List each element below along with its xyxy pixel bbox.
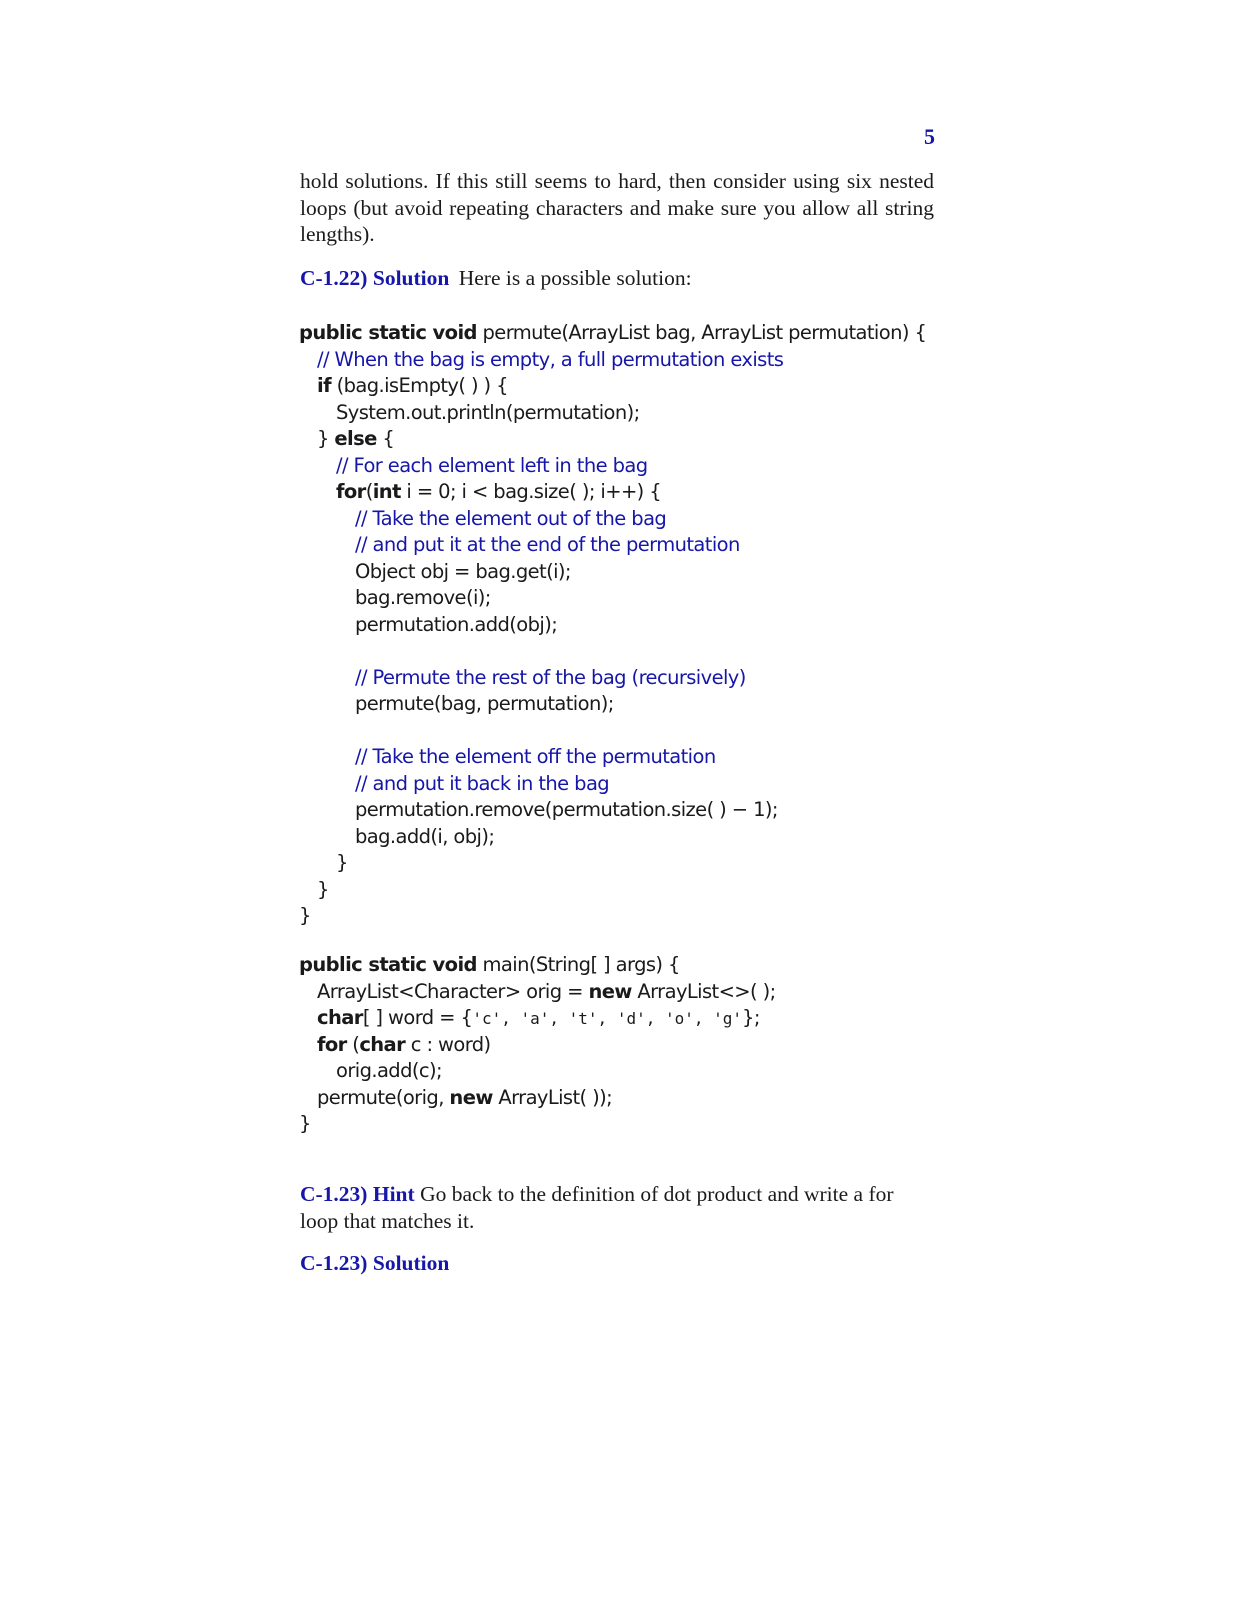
code-line: System.out.println(permutation); — [336, 400, 640, 424]
code-close-brace: } — [336, 851, 348, 874]
code-keyword: char — [317, 1006, 363, 1029]
code-text: }; — [742, 1006, 760, 1029]
code-text: permute(ArrayList bag, ArrayList permutation) { — [476, 321, 927, 344]
code-line — [299, 1005, 776, 1032]
c123-hint-label: C-1.23) — [300, 1182, 368, 1206]
code-line: orig.add(c); — [336, 1059, 442, 1082]
code-text: [ ] word = { — [362, 1006, 473, 1029]
intro-paragraph: hold solutions. If this still seems to hard, then consider using six nested loops (but avoid repeating characters and make sure you allow all string lengths). — [300, 169, 934, 246]
code-comment: // Take the element off the permutation — [355, 745, 716, 768]
code-line — [299, 373, 926, 400]
code-line: permute(bag, permutation); — [355, 692, 614, 715]
code-keyword: public static void — [299, 953, 477, 976]
code-keyword: else — [334, 427, 377, 450]
code-line: bag.add(i, obj); — [355, 824, 495, 848]
code-line — [299, 426, 926, 453]
code-block-main — [299, 952, 776, 1138]
code-keyword: if — [317, 374, 331, 397]
code-comment: // When the bag is empty, a full permutation exists — [317, 347, 784, 371]
code-line — [299, 952, 776, 979]
code-text: ( — [346, 1032, 360, 1056]
code-text: ArrayList<>( ); — [631, 979, 776, 1003]
c123-hint-paragraph — [300, 1181, 934, 1234]
code-line: Object obj = bag.get(i); — [355, 559, 571, 583]
code-text: i = 0; i < bag.size( ); i++) { — [400, 480, 662, 503]
code-comment: // Permute the rest of the bag (recursively) — [355, 665, 746, 689]
code-line — [299, 979, 776, 1006]
code-text: (bag.isEmpty( ) ) { — [330, 374, 508, 397]
c122-heading — [300, 265, 692, 291]
code-blank-line — [299, 718, 926, 745]
code-keyword: new — [588, 979, 632, 1003]
code-keyword: new — [449, 1085, 493, 1109]
code-keyword: for — [336, 480, 366, 503]
c123-solution-heading-word: Solution — [372, 1251, 450, 1275]
c123-hint-text: Go back to the definition of dot product and write a for loop that matches it. — [300, 1182, 894, 1233]
c123-hint-heading: Hint — [372, 1182, 415, 1206]
code-close-brace: } — [317, 877, 329, 901]
code-line — [299, 320, 926, 347]
c122-heading-word: Solution — [372, 266, 450, 290]
code-line: permutation.remove(permutation.size( ) − 1); — [355, 798, 778, 821]
code-keyword: public static void — [299, 321, 477, 344]
c122-text: Here is a possible solution: — [458, 266, 692, 290]
page-number: 5 — [924, 124, 935, 149]
code-keyword: for — [317, 1032, 347, 1056]
code-line: permutation.add(obj); — [355, 612, 558, 636]
code-line — [299, 1085, 776, 1112]
code-comment: // and put it back in the bag — [355, 771, 610, 795]
code-text: } — [317, 427, 335, 450]
code-text: ( — [365, 480, 373, 503]
code-text: permute(orig, — [317, 1085, 450, 1109]
c123-solution-heading — [300, 1250, 449, 1276]
code-char-literals: 'c', 'a', 't', 'd', 'o', 'g' — [472, 1009, 743, 1028]
code-comment: // Take the element out of the bag — [355, 506, 667, 530]
code-keyword: char — [359, 1032, 406, 1056]
code-block-permute — [299, 320, 926, 930]
code-line: bag.remove(i); — [355, 586, 491, 609]
code-text: { — [376, 427, 395, 450]
code-text: ArrayList<Character> orig = — [317, 979, 589, 1003]
code-text: c : word) — [405, 1032, 491, 1056]
code-text: main(String[ ] args) { — [476, 953, 680, 976]
code-text: ArrayList( )); — [492, 1085, 613, 1109]
code-line — [299, 1032, 776, 1059]
c122-label: C-1.22) — [300, 266, 368, 290]
code-comment: // and put it at the end of the permutation — [355, 533, 740, 556]
code-blank-line — [299, 638, 926, 665]
code-comment: // For each element left in the bag — [336, 453, 648, 477]
code-close-brace: } — [299, 904, 311, 927]
code-close-brace: } — [299, 1112, 311, 1135]
c123-solution-label: C-1.23) — [300, 1251, 368, 1275]
code-keyword: int — [372, 480, 401, 503]
code-line — [299, 479, 926, 506]
